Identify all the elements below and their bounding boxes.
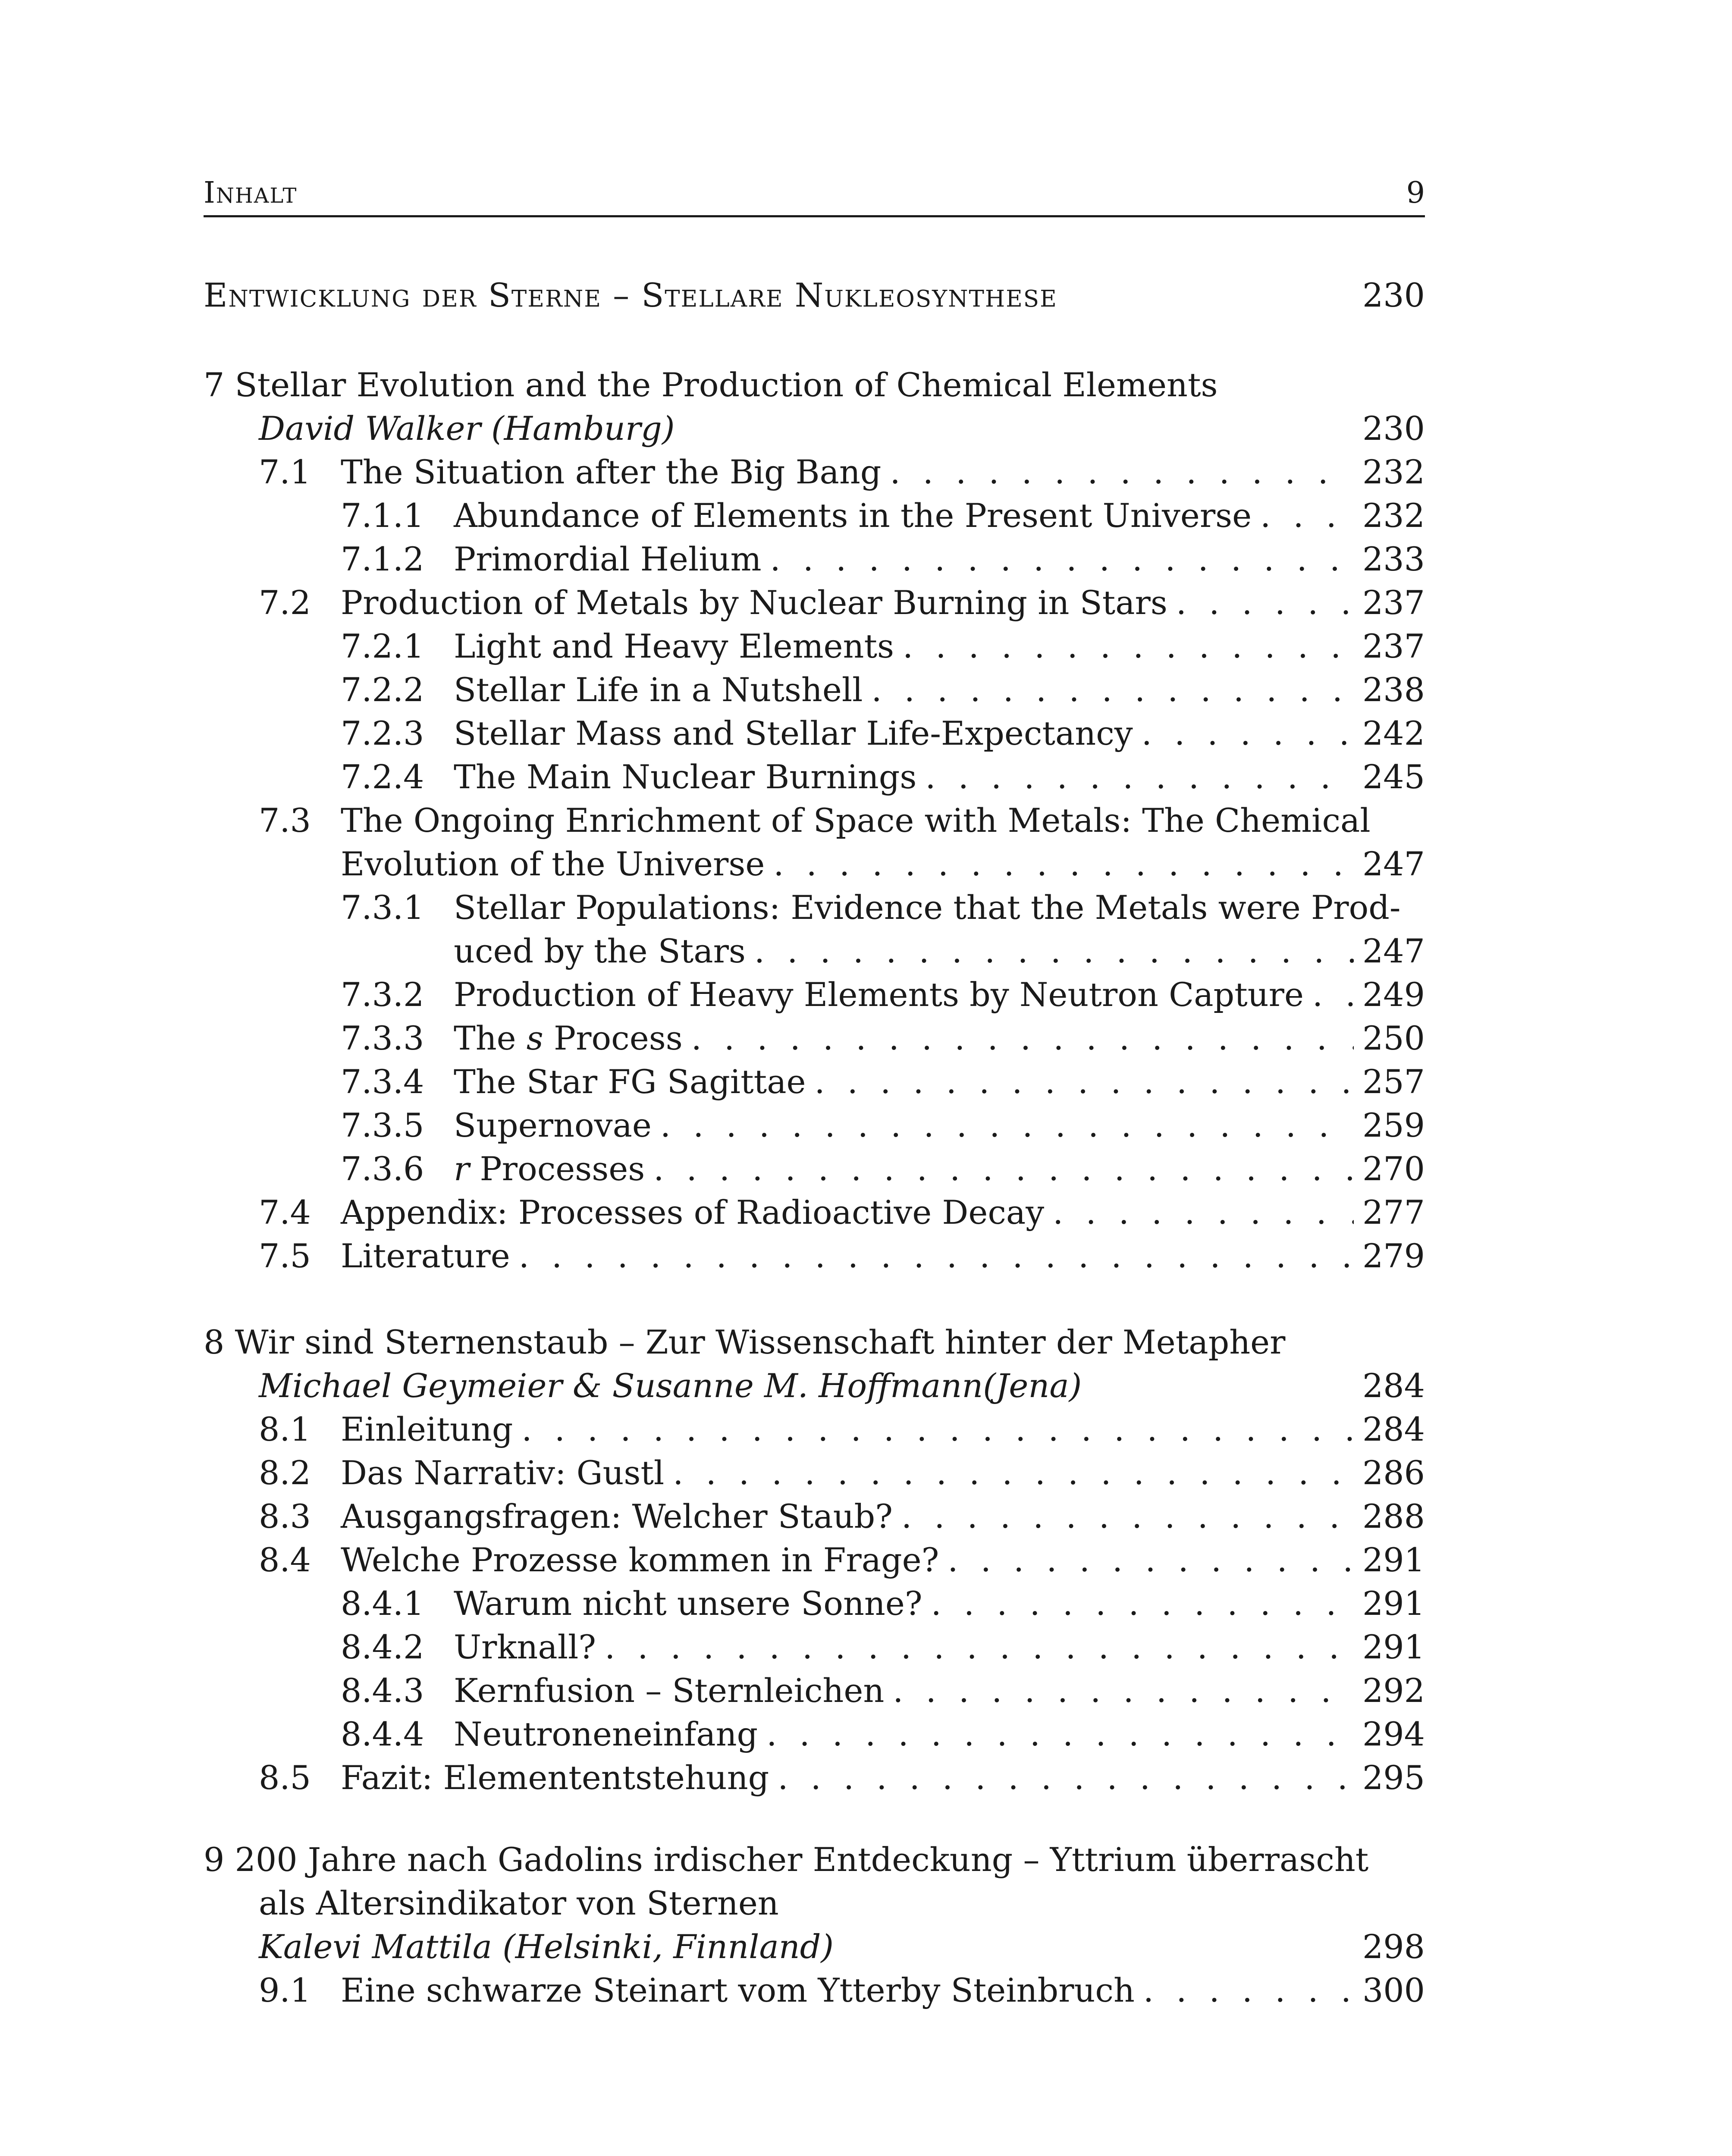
section-number: 8.4.2 xyxy=(341,1628,424,1666)
dot-leader xyxy=(925,755,1354,799)
section-number: 7.3.4 xyxy=(341,1062,424,1101)
section-title: Stellar Life in a Nutshell xyxy=(454,671,863,709)
section-title: Light and Heavy Elements xyxy=(454,627,894,665)
section-title: Einleitung xyxy=(341,1410,513,1448)
section-title: Eine schwarze Steinart vom Ytterby Steinbruch xyxy=(341,1971,1135,2009)
author-name: Kalevi Mattila (Helsinki, Finnland) xyxy=(259,1927,834,1966)
section-number: 8.5 xyxy=(259,1758,311,1797)
toc-page-number: 247 xyxy=(1362,932,1425,970)
toc-page-number: 279 xyxy=(1362,1237,1425,1275)
section-number: 8.4 xyxy=(259,1541,311,1579)
toc-page-number: 300 xyxy=(1362,1971,1425,2009)
toc-page-number: 284 xyxy=(1362,1366,1425,1405)
toc-page-number: 295 xyxy=(1362,1758,1425,1797)
toc-page-number: 291 xyxy=(1362,1628,1425,1666)
toc-page-number: 288 xyxy=(1362,1497,1425,1536)
section-number: 8.4.4 xyxy=(341,1715,424,1753)
title-part: Process xyxy=(543,1019,683,1057)
section-number: 8.4.3 xyxy=(341,1671,424,1710)
dot-leader xyxy=(673,1451,1354,1495)
toc-entry xyxy=(204,973,1425,1016)
toc-page-number: 237 xyxy=(1362,583,1425,622)
toc-entry-continued xyxy=(204,842,1425,886)
section-number: 8.3 xyxy=(259,1497,311,1536)
page-number: 9 xyxy=(1406,176,1425,210)
dot-leader xyxy=(660,1103,1354,1147)
toc-page-number: 249 xyxy=(1362,975,1425,1014)
toc-page-number: 257 xyxy=(1362,1062,1425,1101)
toc-page-number: 233 xyxy=(1362,540,1425,578)
dot-leader xyxy=(778,1756,1354,1799)
toc-entry xyxy=(204,1407,1425,1451)
title-part: Processes xyxy=(469,1150,645,1188)
title-part: The xyxy=(454,1019,527,1057)
section-title: The Main Nuclear Burnings xyxy=(454,758,917,796)
section-title: Stellar Mass and Stellar Life-Expectancy xyxy=(454,714,1133,752)
dot-leader xyxy=(766,1712,1354,1756)
chapter-9 xyxy=(204,1838,1425,2012)
section-title xyxy=(454,1016,683,1060)
toc-page-number: 277 xyxy=(1362,1193,1425,1232)
toc-page-number: 242 xyxy=(1362,714,1425,752)
dot-leader xyxy=(1260,494,1354,537)
section-title: uced by the Stars xyxy=(454,932,746,970)
section-title: Appendix: Processes of Radioactive Decay xyxy=(341,1193,1045,1232)
toc-entry xyxy=(204,1968,1425,2012)
section-title: Stellar Populations: Evidence that the Metals were Prod- xyxy=(454,888,1401,927)
dot-leader xyxy=(653,1147,1354,1191)
section-number: 7.2.1 xyxy=(341,627,424,665)
toc-page-number: 250 xyxy=(1362,1019,1425,1057)
toc-page-number: 238 xyxy=(1362,671,1425,709)
toc-page-number: 284 xyxy=(1362,1410,1425,1448)
chapter-title: 8 Wir sind Sternenstaub – Zur Wissenschaft hinter der Metapher xyxy=(204,1323,1286,1361)
chapter-author xyxy=(204,1364,1425,1407)
toc-entry xyxy=(204,1234,1425,1278)
dot-leader xyxy=(871,668,1353,711)
author-name: David Walker (Hamburg) xyxy=(259,409,675,448)
section-title: Welche Prozesse kommen in Frage? xyxy=(341,1541,939,1579)
part-heading xyxy=(204,276,1425,314)
section-title: Production of Metals by Nuclear Burning in Stars xyxy=(341,583,1167,622)
toc-entry xyxy=(204,1625,1425,1669)
chapter-title: 7 Stellar Evolution and the Production of Chemical Elements xyxy=(204,366,1218,404)
toc-entry xyxy=(204,581,1425,624)
section-title: The Situation after the Big Bang xyxy=(341,453,882,491)
toc-page-number: 247 xyxy=(1362,845,1425,883)
dot-leader xyxy=(893,1669,1354,1712)
section-number: 7.3 xyxy=(259,801,311,840)
section-number: 7.2.2 xyxy=(341,671,424,709)
section-number: 7.5 xyxy=(259,1237,311,1275)
toc-entry xyxy=(204,1060,1425,1103)
dot-leader xyxy=(754,929,1354,973)
chapter-title-continued: als Altersindikator von Sternen xyxy=(259,1884,779,1922)
toc-entry xyxy=(204,1103,1425,1147)
dot-leader xyxy=(931,1582,1354,1625)
toc-entry xyxy=(204,537,1425,581)
dot-leader xyxy=(519,1234,1354,1278)
section-number: 8.2 xyxy=(259,1454,311,1492)
chapter-author xyxy=(204,407,1425,450)
section-number: 7.1.2 xyxy=(341,540,424,578)
dot-leader xyxy=(901,1495,1354,1538)
toc-entry xyxy=(204,1495,1425,1538)
section-number: 7.3.1 xyxy=(341,888,424,927)
toc-page-number: 298 xyxy=(1362,1927,1425,1966)
section-number: 7.1 xyxy=(259,453,311,491)
section-title: The Star FG Sagittae xyxy=(454,1062,806,1101)
toc-entry xyxy=(204,799,1425,842)
dot-leader xyxy=(1142,711,1354,755)
chapter-title: 9 200 Jahre nach Gadolins irdischer Entdeckung – Yttrium überrascht xyxy=(204,1840,1369,1879)
toc-page-number: 259 xyxy=(1362,1106,1425,1144)
toc-page-number: 291 xyxy=(1362,1584,1425,1623)
toc-entry-continued xyxy=(204,929,1425,973)
section-title: Das Narrativ: Gustl xyxy=(341,1454,665,1492)
section-number: 7.3.6 xyxy=(341,1150,424,1188)
chapter-7 xyxy=(204,363,1425,1278)
section-number: 7.2 xyxy=(259,583,311,622)
toc-entry xyxy=(204,668,1425,711)
section-number: 7.3.2 xyxy=(341,975,424,1014)
toc-entry xyxy=(204,1538,1425,1582)
section-title: Literature xyxy=(341,1237,510,1275)
section-title: Primordial Helium xyxy=(454,540,762,578)
dot-leader xyxy=(1143,1968,1354,2012)
toc-page-number: 294 xyxy=(1362,1715,1425,1753)
toc-entry xyxy=(204,886,1425,929)
header-title: Inhalt xyxy=(204,176,298,210)
dot-leader xyxy=(521,1407,1354,1451)
section-number: 8.4.1 xyxy=(341,1584,424,1623)
section-title: Urknall? xyxy=(454,1628,596,1666)
section-number: 9.1 xyxy=(259,1971,311,2009)
dot-leader xyxy=(948,1538,1354,1582)
toc-entry xyxy=(204,1582,1425,1625)
toc-page-number: 291 xyxy=(1362,1541,1425,1579)
title-italic: s xyxy=(526,1019,543,1057)
section-number: 7.1.1 xyxy=(341,496,424,535)
toc-page-number: 270 xyxy=(1362,1150,1425,1188)
chapter-author xyxy=(204,1925,1425,1968)
section-title: Kernfusion – Sternleichen xyxy=(454,1671,885,1710)
section-title: Neutroneneinfang xyxy=(454,1715,758,1753)
toc-entry xyxy=(204,494,1425,537)
section-title: Abundance of Elements in the Present Universe xyxy=(454,496,1252,535)
title-italic: r xyxy=(454,1150,470,1188)
dot-leader xyxy=(1176,581,1354,624)
dot-leader xyxy=(903,624,1354,668)
dot-leader xyxy=(814,1060,1353,1103)
section-title: Fazit: Elemententstehung xyxy=(341,1758,769,1797)
section-number: 7.2.4 xyxy=(341,758,424,796)
toc-entry xyxy=(204,1147,1425,1191)
section-title: Production of Heavy Elements by Neutron Capture xyxy=(454,975,1304,1014)
toc-page-number: 232 xyxy=(1362,496,1425,535)
section-number: 8.1 xyxy=(259,1410,311,1448)
toc-entry xyxy=(204,1016,1425,1060)
section-title: The Ongoing Enrichment of Space with Metals: The Chemical xyxy=(341,801,1371,840)
chapter-8 xyxy=(204,1320,1425,1799)
toc-entry xyxy=(204,711,1425,755)
section-number: 7.4 xyxy=(259,1193,311,1232)
section-number: 7.3.5 xyxy=(341,1106,424,1144)
toc-entry xyxy=(204,624,1425,668)
dot-leader xyxy=(773,842,1354,886)
part-title: Entwicklung der Sterne – Stellare Nukleosynthese xyxy=(204,276,1057,314)
dot-leader xyxy=(1053,1191,1354,1234)
part-page: 230 xyxy=(1362,276,1425,314)
toc-page-number: 232 xyxy=(1362,453,1425,491)
toc-page-number: 230 xyxy=(1362,409,1425,448)
toc-entry xyxy=(204,1191,1425,1234)
toc-page-number: 245 xyxy=(1362,758,1425,796)
toc-page-number: 292 xyxy=(1362,1671,1425,1710)
section-title: Evolution of the Universe xyxy=(341,845,765,883)
toc-entry xyxy=(204,1756,1425,1799)
toc-page-number: 237 xyxy=(1362,627,1425,665)
toc-entry xyxy=(204,1451,1425,1495)
running-header xyxy=(204,176,1425,217)
toc-page-number: 286 xyxy=(1362,1454,1425,1492)
dot-leader xyxy=(1312,973,1354,1016)
section-title xyxy=(454,1147,645,1191)
toc-entry xyxy=(204,450,1425,494)
section-title: Supernovae xyxy=(454,1106,652,1144)
section-number: 7.3.3 xyxy=(341,1019,424,1057)
toc-entry xyxy=(204,755,1425,799)
dot-leader xyxy=(890,450,1353,494)
section-title: Ausgangsfragen: Welcher Staub? xyxy=(341,1497,893,1536)
toc-entry xyxy=(204,1669,1425,1712)
section-title: Warum nicht unsere Sonne? xyxy=(454,1584,922,1623)
dot-leader xyxy=(605,1625,1354,1669)
dot-leader xyxy=(770,537,1354,581)
dot-leader xyxy=(691,1016,1354,1060)
toc-entry xyxy=(204,1712,1425,1756)
section-number: 7.2.3 xyxy=(341,714,424,752)
author-name: Michael Geymeier & Susanne M. Hoffmann(Jena) xyxy=(259,1366,1082,1405)
